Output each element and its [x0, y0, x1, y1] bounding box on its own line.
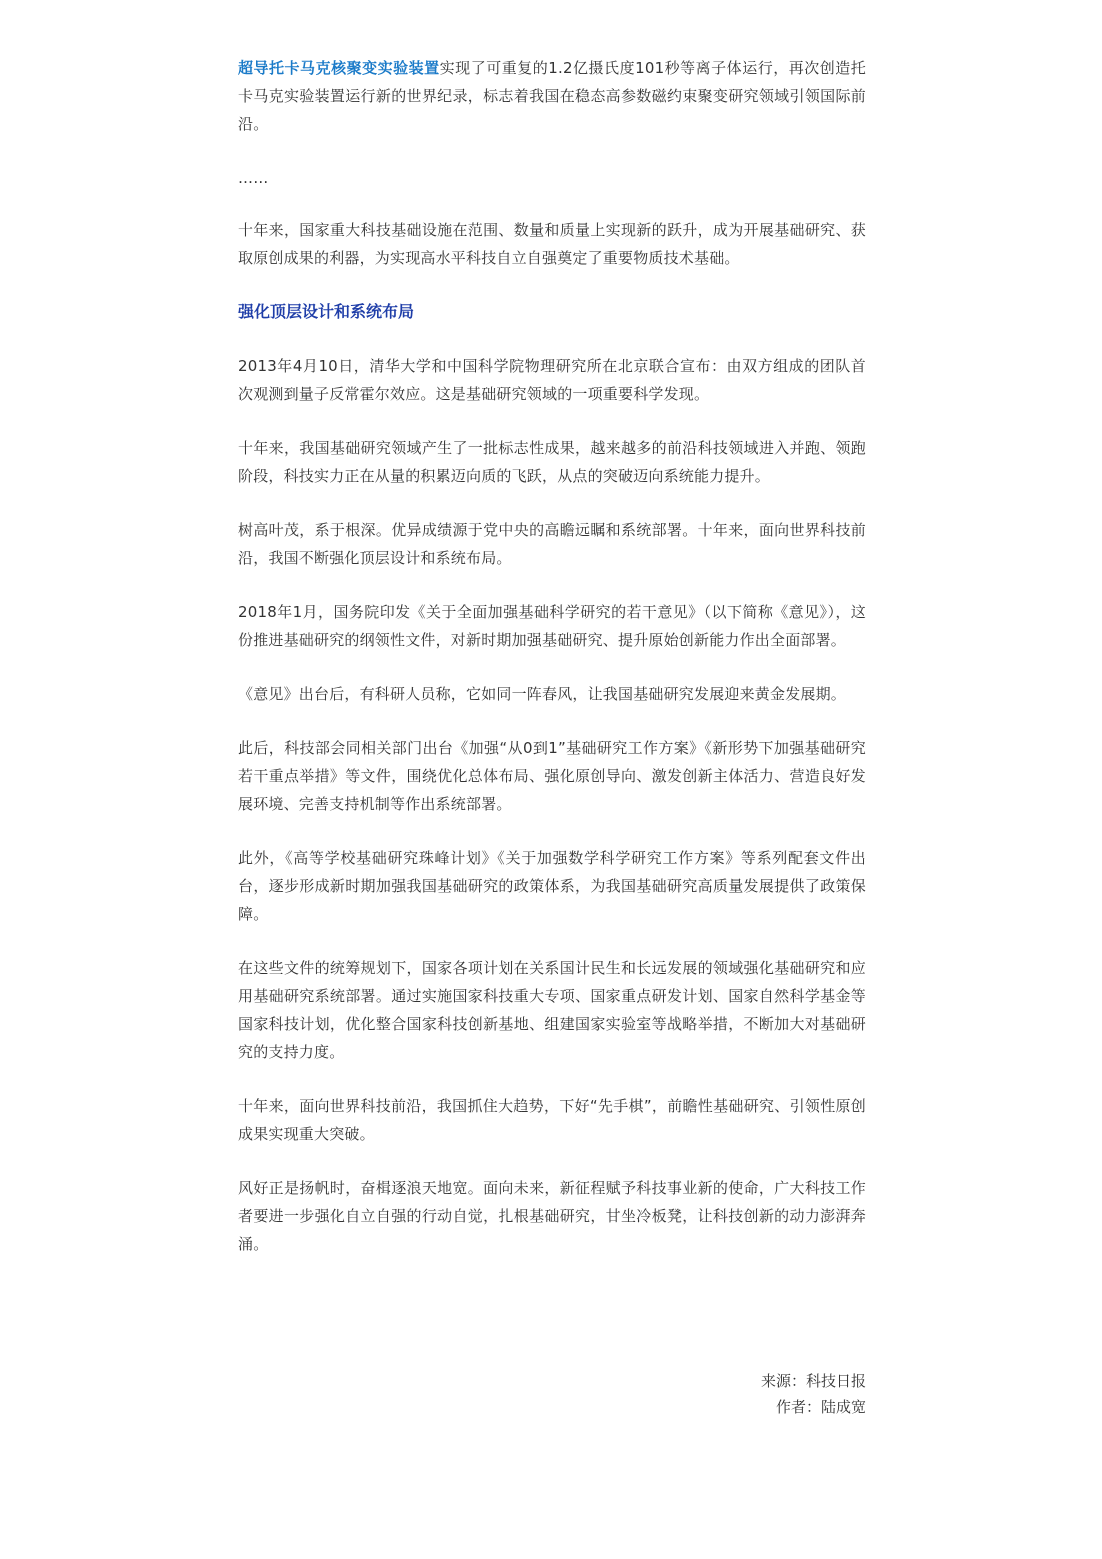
intro-text: 实现了可重复的1.2亿摄氏度101秒等离子体运行，再次创造托卡马克实验装置运行新的世界纪录，标志着我国在稳态高参数磁约束聚变研究领域引领国际前沿。: [238, 59, 866, 133]
source-line: 来源：科技日报: [760, 1372, 866, 1390]
paragraph: 在这些文件的统筹规划下，国家各项计划在关系国计民生和长远发展的领域强化基础研究和应用基础研究系统部署。通过实施国家科技重大专项、国家重点研发计划、国家自然科学基金等国家科技计划，优化整合国家科技创新基地、组建国家实验室等战略举措，不断加大对基础研究的支持力度。: [238, 959, 866, 1061]
paragraph: 十年来，我国基础研究领域产生了一批标志性成果，越来越多的前沿科技领域进入并跑、领跑阶段，科技实力正在从量的积累迈向质的飞跃，从点的突破迈向系统能力提升。: [238, 439, 866, 485]
article-credits: [761, 1368, 866, 1420]
ellipsis: ……: [238, 169, 269, 187]
paragraph: 风好正是扬帆时，奋楫逐浪天地宽。面向未来，新征程赋予科技事业新的使命，广大科技工作者要进一步强化自立自强的行动自觉，扎根基础研究，甘坐冷板凳，让科技创新的动力澎湃奔涌。: [238, 1179, 866, 1253]
paragraph: 2013年4月10日，清华大学和中国科学院物理研究所在北京联合宣布：由双方组成的团队首次观测到量子反常霍尔效应。这是基础研究领域的一项重要科学发现。: [238, 357, 866, 403]
paragraph-facilities: 十年来，国家重大科技基础设施在范围、数量和质量上实现新的跃升，成为开展基础研究、获取原创成果的利器，为实现高水平科技自立自强奠定了重要物质技术基础。: [238, 221, 866, 267]
section-heading: 强化顶层设计和系统布局: [238, 302, 415, 321]
paragraph: 十年来，面向世界科技前沿，我国抓住大趋势，下好“先手棋”，前瞻性基础研究、引领性原创成果实现重大突破。: [238, 1097, 866, 1143]
paragraph: 《意见》出台后，有科研人员称，它如同一阵春风，让我国基础研究发展迎来黄金发展期。: [238, 685, 847, 703]
tokamak-link[interactable]: 超导托卡马克核聚变实验装置: [238, 59, 440, 77]
paragraph: 树高叶茂，系于根深。优异成绩源于党中央的高瞻远瞩和系统部署。十年来，面向世界科技前沿，我国不断强化顶层设计和系统布局。: [238, 521, 866, 567]
intro-paragraph: [238, 54, 866, 138]
paragraph: 此外，《高等学校基础研究珠峰计划》《关于加强数学科学研究工作方案》等系列配套文件出台，逐步形成新时期加强我国基础研究的政策体系，为我国基础研究高质量发展提供了政策保障。: [238, 849, 866, 923]
paragraph: 2018年1月，国务院印发《关于全面加强基础科学研究的若干意见》（以下简称《意见》），这份推进基础研究的纲领性文件，对新时期加强基础研究、提升原始创新能力作出全面部署。: [238, 603, 866, 649]
paragraph: 此后，科技部会同相关部门出台《加强“从0到1”基础研究工作方案》《新形势下加强基础研究若干重点举措》等文件，围绕优化总体布局、强化原创导向、激发创新主体活力、营造良好发展环境、完善支持机制等作出系统部署。: [238, 739, 866, 813]
article-body: [238, 54, 866, 1284]
author-line: 作者：陆成宽: [775, 1398, 866, 1416]
